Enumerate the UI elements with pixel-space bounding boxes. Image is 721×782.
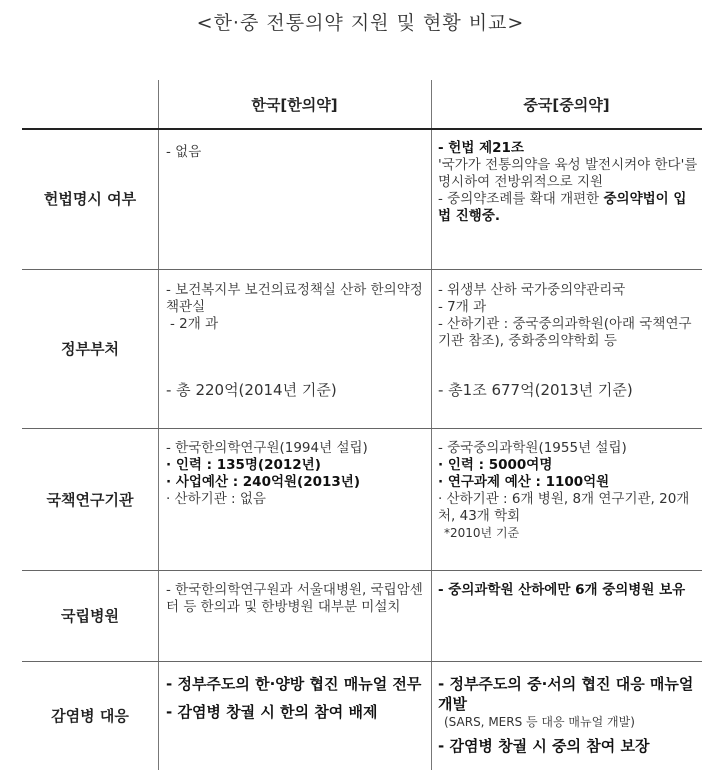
page-title: <한·중 전통의약 지원 및 현황 비교>: [196, 12, 525, 34]
cell-text-bold: 중의약법이 입법 진행중.: [438, 191, 687, 224]
cell-text: - 산하기관 : 중국중의과학원(아래 국책연구기관 참조), 중화중의약학회 등: [438, 316, 692, 349]
cell-text: - 총1조 677억(2013년 기준): [438, 381, 633, 399]
cell-text: - 감염병 창궐 시 중의 참여 보장: [438, 737, 650, 755]
cell-korea-hospital: [166, 582, 424, 616]
row-label-hospital: 국립병원: [61, 607, 119, 625]
cell-text: - 7개 과: [438, 299, 487, 315]
cell-text: - 없음: [166, 144, 202, 160]
cell-text: - 중의과학원 산하에만 6개 중의병원 보유: [438, 582, 686, 598]
cell-china-constitution: [438, 140, 698, 225]
cell-text: - 중국중의과학원(1955년 설립): [438, 440, 627, 456]
cell-text: - 한국한의학연구원과 서울대병원, 국립암센터 등 한의과 및 한방병원 대부분 미설치: [166, 582, 423, 615]
cell-korea-ministry: [166, 282, 424, 422]
cell-text: - 감염병 창궐 시 한의 참여 배제: [166, 703, 378, 721]
cell-text: - 2개 과: [170, 316, 219, 332]
cell-text: '국가가 전통의약을 육성 발전시켜야 한다'를 명시하여 전방위적으로 지원: [438, 157, 698, 190]
cell-china-research: [438, 440, 698, 541]
cell-text: - 위생부 산하 국가중의약관리국: [438, 282, 626, 298]
row-label-epidemic: 감염병 대응: [51, 707, 129, 725]
cell-text: · 인력 : 5000여명: [438, 457, 553, 473]
cell-text: - 보건복지부 보건의료정책실 산하 한의약정책관실: [166, 282, 423, 315]
column-header-korea: 한국[한의약]: [251, 95, 338, 114]
cell-text: · 산하기관 : 없음: [166, 491, 266, 507]
cell-china-hospital: [438, 582, 698, 599]
row-label-ministry: 정부부처: [61, 340, 119, 358]
cell-china-epidemic: [438, 674, 698, 756]
cell-text: - 정부주도의 중·서의 협진 대응 매뉴얼 개발: [438, 675, 694, 713]
row-label-constitution: 헌법명시 여부: [43, 190, 137, 208]
cell-text: - 헌법 제21조: [438, 140, 524, 156]
cell-text: - 한국한의학연구원(1994년 설립): [166, 440, 368, 456]
column-divider-left: [158, 80, 159, 770]
cell-text: · 연구과제 예산 : 1100억원: [438, 474, 610, 490]
cell-note: (SARS, MERS 등 대응 매뉴얼 개발): [444, 715, 635, 729]
column-divider-right: [431, 80, 432, 770]
cell-text: · 산하기관 : 6개 병원, 8개 연구기관, 20개 처, 43개 학회: [438, 491, 690, 524]
cell-china-ministry: [438, 282, 698, 422]
cell-text: - 정부주도의 한·양방 협진 매뉴얼 전무: [166, 675, 422, 693]
cell-footnote: *2010년 기준: [444, 526, 520, 540]
cell-korea-research: [166, 440, 424, 508]
cell-text: · 인력 : 135명(2012년): [166, 457, 321, 473]
column-header-china: 중국[중의약]: [523, 95, 610, 114]
row-label-research: 국책연구기관: [46, 490, 134, 509]
cell-text: - 중의약조례를 확대 개편한: [438, 191, 604, 207]
cell-korea-epidemic: [166, 674, 424, 722]
cell-text: · 사업예산 : 240억원(2013년): [166, 474, 361, 490]
cell-korea-constitution: [166, 144, 424, 161]
cell-text: - 총 220억(2014년 기준): [166, 381, 337, 399]
